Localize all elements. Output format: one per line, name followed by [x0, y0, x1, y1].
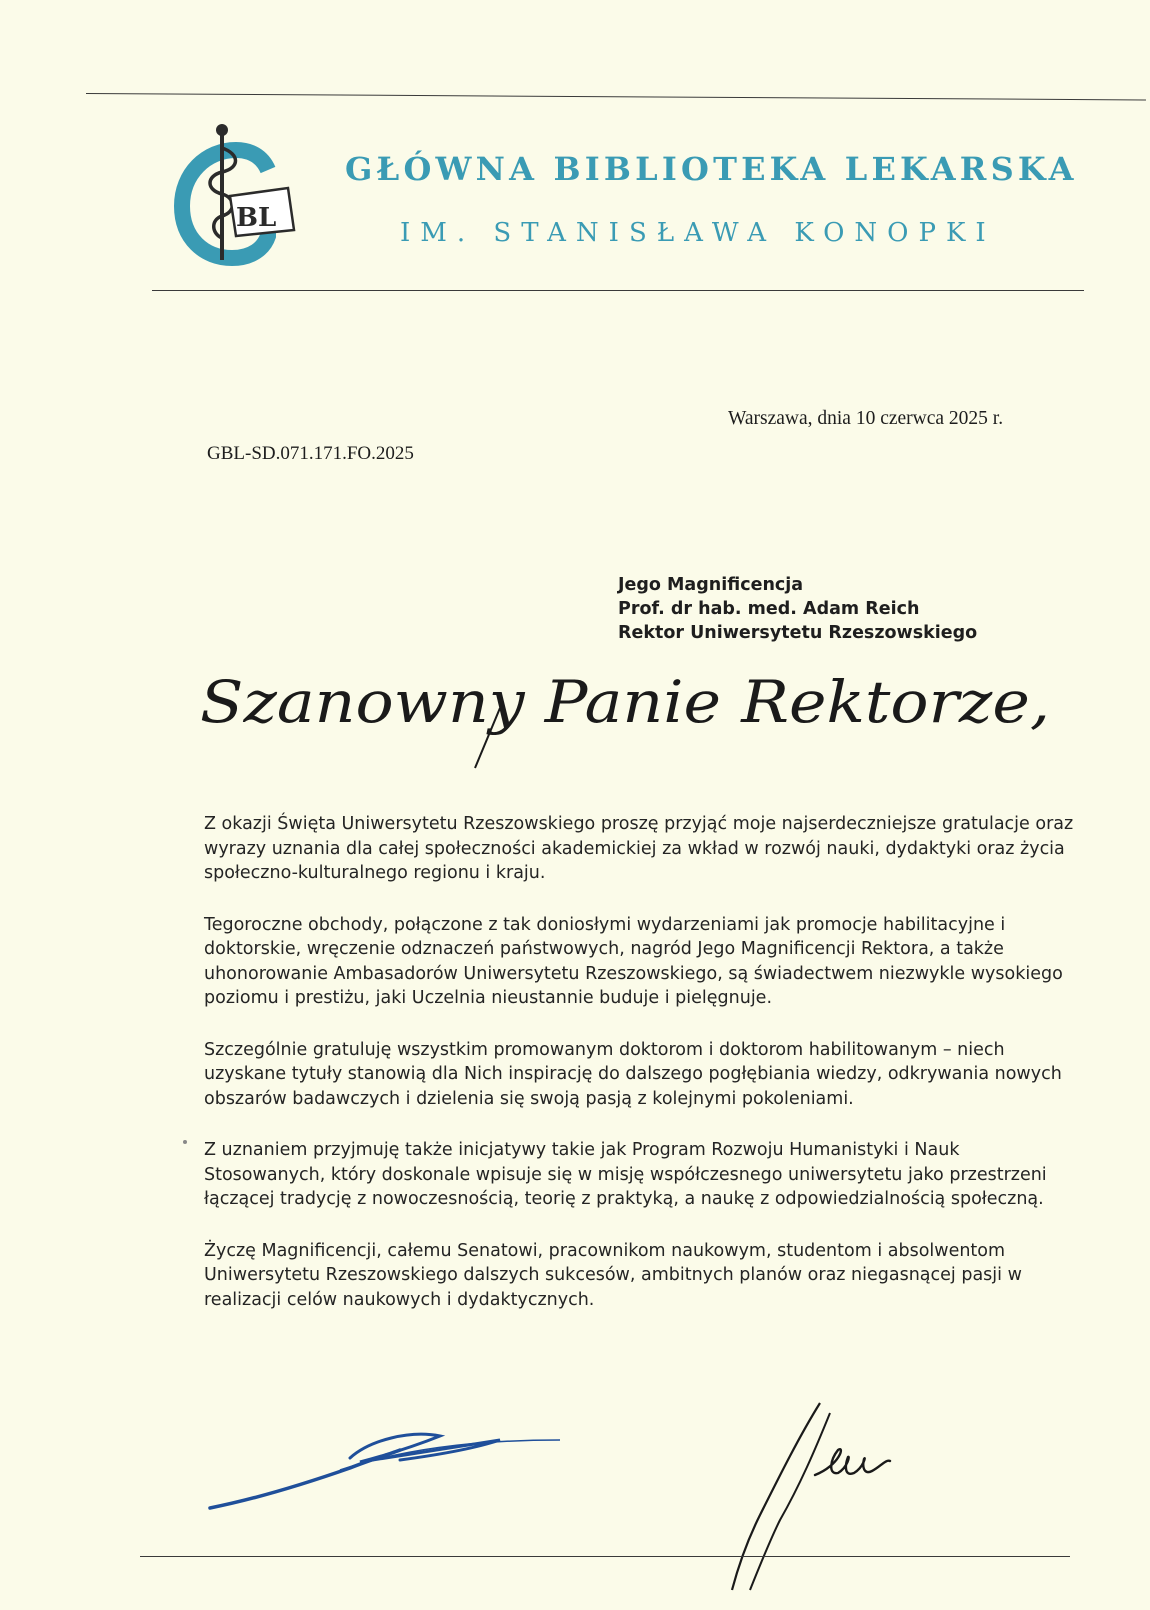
scan-mark	[183, 1140, 187, 1144]
body-paragraph: Z uznaniem przyjmuję także inicjatywy takie jak Program Rozwoju Humanistyki i Nauk Stosowanych, który doskonale wpisuje się w misję współczesnego uniwersytetu jako przestrzeni łączącej tradycję z nowoczesnością, teorię z praktyką, a naukę z odpowiedzialnością społeczną.	[204, 1140, 1047, 1209]
body-paragraph: Szczególnie gratuluję wszystkim promowanym doktorom i doktorom habilitowanym – niech uzyskane tytuły stanowią dla Nich inspirację do dalszego pogłębiania wiedzy, odkrywania nowych obszarów badawczych i dzielenia się swoją pasją z kolejnymi pokoleniami.	[204, 1039, 1062, 1109]
svg-text:BL: BL	[236, 203, 277, 233]
reference-number: GBL-SD.071.171.FO.2025	[207, 443, 414, 464]
letter-date: Warszawa, dnia 10 czerwca 2025 r.	[728, 408, 1004, 429]
body-paragraph: Z okazji Święta Uniwersytetu Rzeszowskiego proszę przyjąć moje najserdeczniejsze gratulacje oraz wyrazy uznania dla całej społeczności akademickiej za wkład w rozwój nauki, dydaktyki oraz życia społeczno-kulturalnego regionu i kraju.	[204, 814, 1074, 883]
addressee-line: Rektor Uniwersytetu Rzeszowskiego	[618, 623, 978, 643]
library-name: GŁÓWNA BIBLIOTEKA LEKARSKA	[345, 150, 1078, 188]
gbl-caduceus-logo-icon	[170, 118, 300, 266]
top-edge-rule	[86, 93, 1146, 100]
addressee-line: Jego Magnificencja	[618, 575, 804, 595]
header-rule	[152, 290, 1084, 291]
addressee-line: Prof. dr hab. med. Adam Reich	[618, 599, 920, 619]
blue-ink-signature-icon	[200, 1410, 580, 1520]
footer-rule	[140, 1556, 1070, 1557]
library-subtitle: IM. STANISŁAWA KONOPKI	[400, 218, 996, 248]
addressee-block	[618, 573, 977, 645]
handwritten-salutation	[200, 660, 1070, 770]
body-paragraph: Tegoroczne obchody, połączone z tak doniosłymi wydarzeniami jak promocje habilitacyjne i doktorskie, wręczenie odznaczeń państwowych, nagród Jego Magnificencji Rektora, a także uhonorowanie Ambasadorów Uniwersytetu Rzeszowskiego, są świadectwem niezwykle wysokiego poziomu i prestiżu, jaki Uczelnia nieustannie buduje i pielęgnuje.	[204, 914, 1063, 1008]
letter-body	[204, 812, 1074, 1339]
body-paragraph: Życzę Magnificencji, całemu Senatowi, pracownikom naukowym, studentom i absolwentom Uniwersytetu Rzeszowskiego dalszych sukcesów, ambitnych planów oraz niegasnącej pasji w realizacji celów naukowych i dydaktycznych.	[204, 1240, 1022, 1310]
black-ink-signature-icon	[720, 1395, 930, 1595]
salutation-text: Szanowny Panie Rektorze,	[200, 668, 1050, 736]
